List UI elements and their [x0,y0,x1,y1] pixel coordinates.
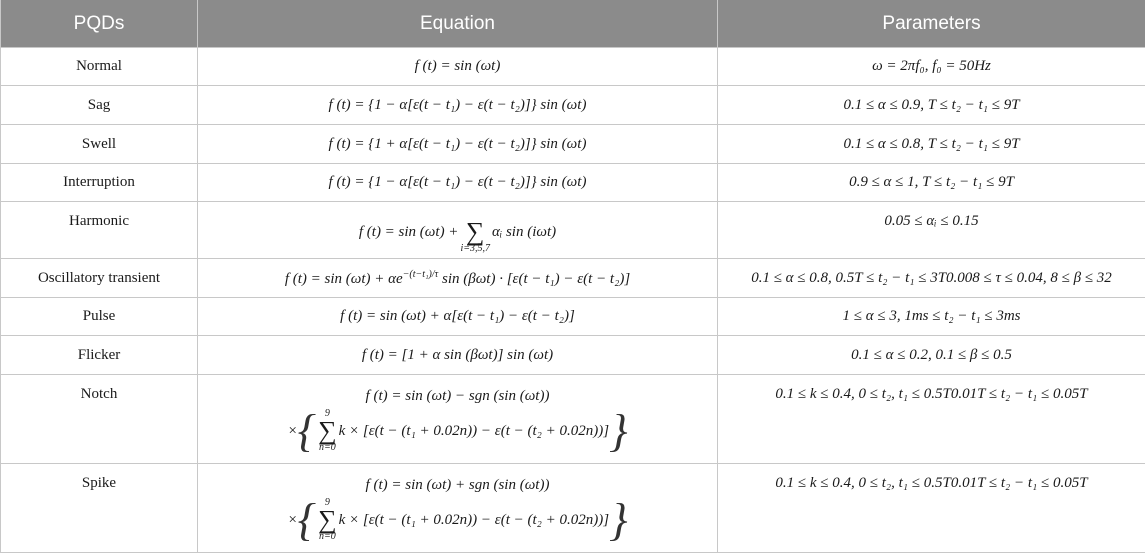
right-brace: } [609,494,628,545]
equation-cell [198,259,718,298]
pqd-name: Flicker [1,336,198,375]
parameters-cell: 0.1 ≤ k ≤ 0.4, 0 ≤ t₂, t₁ ≤ 0.5T0.01T ≤ t₂ − t₁ ≤ 0.05T [718,375,1145,464]
sigma-glyph: ∑ [318,505,337,534]
table-row [1,48,1145,86]
summand: k × [ε(t − (t₁ + 0.02n)) − ε(t − (t₂ + 0.02n))] [338,422,610,439]
table-row [1,336,1145,375]
header-pqds: PQDs [1,0,198,48]
parameters-cell: 0.1 ≤ α ≤ 0.2, 0.1 ≤ β ≤ 0.5 [718,336,1145,375]
parameters-cell: 0.05 ≤ αᵢ ≤ 0.15 [718,202,1145,259]
sum-lower-limit: n=0 [318,442,336,453]
equation-line-2 [287,405,628,456]
equation-line-1: f (t) = sin (ωt) − sgn (sin (ωt)) [365,388,550,404]
sum-lower-limit: i=3,5,7 [460,243,490,254]
exponent: −(t−t₁)/τ [402,268,439,280]
parameters-cell: 0.1 ≤ α ≤ 0.8, 0.5T ≤ t₂ − t₁ ≤ 3T0.008 ≤ τ ≤ 0.04, 8 ≤ β ≤ 32 [718,259,1145,298]
pqd-name: Pulse [1,298,198,336]
parameters-cell: 0.1 ≤ α ≤ 0.9, T ≤ t₂ − t₁ ≤ 9T [718,86,1145,125]
parameters-cell: 0.1 ≤ k ≤ 0.4, 0 ≤ t₂, t₁ ≤ 0.5T0.01T ≤ t₂ − t₁ ≤ 0.05T [718,464,1145,553]
equation-line-2 [287,494,628,545]
equation-suffix: αᵢ sin (iωt) [491,223,557,240]
table-row [1,164,1145,202]
equation-cell: f (t) = [1 + α sin (βωt)] sin (ωt) [198,336,718,375]
pqd-name: Sag [1,86,198,125]
header-parameters: Parameters [718,0,1145,48]
pqd-name: Harmonic [1,202,198,259]
table-row [1,375,1145,464]
pqd-name: Oscillatory transient [1,259,198,298]
sum-symbol [318,498,337,542]
sigma-glyph: ∑ [465,217,485,246]
left-brace: { [297,494,317,545]
equation-prefix: f (t) = sin (ωt) + [358,223,459,240]
pqd-name: Spike [1,464,198,553]
sum-symbol [460,210,490,254]
header-equation: Equation [198,0,718,48]
pqd-name: Interruption [1,164,198,202]
table-row [1,464,1145,553]
equation-cell [198,375,718,464]
table-row [1,259,1145,298]
parameters-cell: ω = 2πf₀, f₀ = 50Hz [718,48,1145,86]
table-row [1,125,1145,164]
times-symbol: × [287,511,298,528]
equation-suffix: sin (βωt) · [ε(t − t₁) − ε(t − t₂)] [438,270,631,287]
equation-cell [198,202,718,259]
table-row [1,298,1145,336]
pqd-name: Swell [1,125,198,164]
right-brace: } [609,405,628,456]
equation-cell [198,464,718,553]
equation-prefix: f (t) = sin (ωt) + αe [284,270,403,287]
equation-cell: f (t) = sin (ωt) [198,48,718,86]
sum-upper-limit: 9 [324,497,330,508]
equation-cell: f (t) = {1 + α[ε(t − t₁) − ε(t − t₂)]} sin (ωt) [198,125,718,164]
parameters-cell: 0.9 ≤ α ≤ 1, T ≤ t₂ − t₁ ≤ 9T [718,164,1145,202]
sum-upper-limit: 9 [324,408,330,419]
pqd-name: Normal [1,48,198,86]
parameters-cell: 0.1 ≤ α ≤ 0.8, T ≤ t₂ − t₁ ≤ 9T [718,125,1145,164]
sum-lower-limit: n=0 [318,531,336,542]
times-symbol: × [287,422,298,439]
equation-cell: f (t) = {1 − α[ε(t − t₁) − ε(t − t₂)]} sin (ωt) [198,86,718,125]
summand: k × [ε(t − (t₁ + 0.02n)) − ε(t − (t₂ + 0.02n))] [338,511,610,528]
table-row [1,86,1145,125]
header-row [1,0,1145,48]
sum-symbol [318,409,337,453]
pqd-name: Notch [1,375,198,464]
sigma-glyph: ∑ [318,416,337,445]
harmonic-equation [359,210,556,254]
equation-cell: f (t) = sin (ωt) + α[ε(t − t₁) − ε(t − t₂)] [198,298,718,336]
table-row [1,202,1145,259]
equation-line-1: f (t) = sin (ωt) + sgn (sin (ωt)) [365,477,550,493]
left-brace: { [297,405,317,456]
equation-cell: f (t) = {1 − α[ε(t − t₁) − ε(t − t₂)]} sin (ωt) [198,164,718,202]
parameters-cell: 1 ≤ α ≤ 3, 1ms ≤ t₂ − t₁ ≤ 3ms [718,298,1145,336]
